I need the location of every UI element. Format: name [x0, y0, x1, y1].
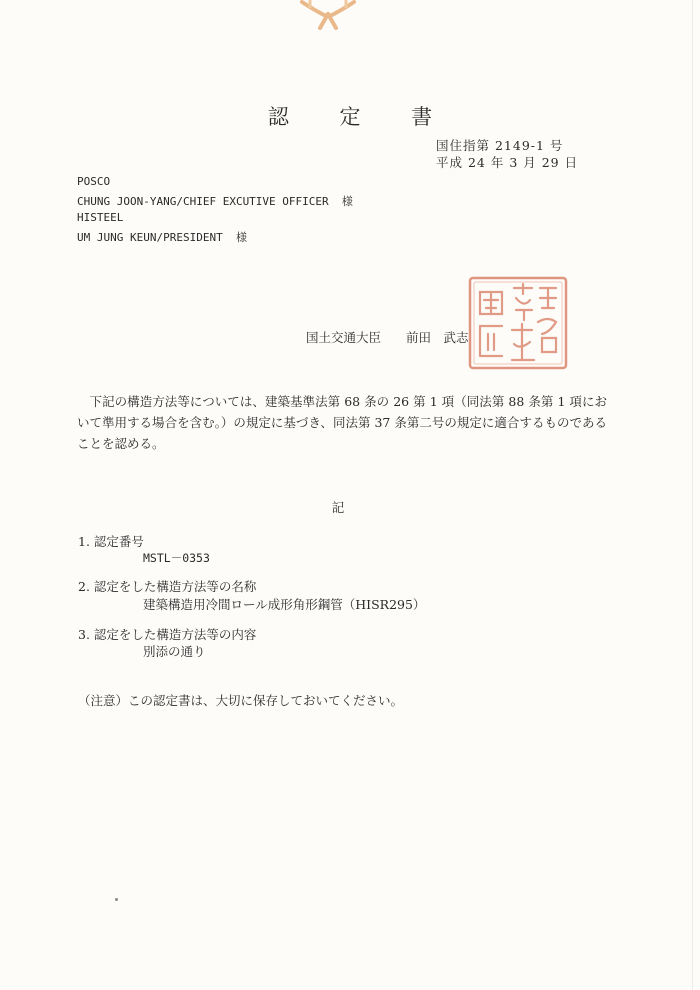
- document-number: 国住指第 2149-1 号: [436, 138, 564, 153]
- document-title: 認 定 書: [267, 105, 455, 129]
- caution-note: （注意）この認定書は、大切に保存しておいてください。: [78, 693, 404, 708]
- page-edge-line: [692, 0, 693, 990]
- addressee-company-2: HISTEEL: [77, 211, 124, 224]
- addressee-person-1: CHUNG JOON-YANG/CHIEF EXCUTIVE OFFICER 様: [77, 195, 353, 208]
- issuer-minister-name: 国土交通大臣 前田 武志: [306, 330, 469, 345]
- addressee-person-2: UM JUNG KEUN/PRESIDENT 様: [77, 231, 247, 244]
- item-value-method-content: 別添の通り: [143, 644, 206, 659]
- official-seal-stamp: [466, 274, 570, 372]
- item-label-method-name: 2. 認定をした構造方法等の名称: [78, 579, 257, 594]
- record-heading: 記: [331, 500, 345, 515]
- government-emblem-icon: [296, 0, 360, 30]
- item-label-certification-number: 1. 認定番号: [78, 534, 144, 549]
- item-value-certification-number: MSTL－0353: [143, 551, 210, 565]
- certification-paragraph: 下記の構造方法等については、建築基準法第 68 条の 26 第 1 項（同法第 88 条第 1 項において準用する場合を含む。）の規定に基づき、同法第 37 条第二号の規定に適合するものであることを認める。: [77, 394, 607, 451]
- paper-speck: [115, 898, 118, 901]
- item-value-method-name: 建築構造用冷間ロール成形角形鋼管（HISR295）: [143, 597, 426, 612]
- item-label-method-content: 3. 認定をした構造方法等の内容: [78, 627, 257, 642]
- addressee-company-1: POSCO: [77, 175, 111, 188]
- document-date: 平成 24 年 3 月 29 日: [436, 155, 579, 170]
